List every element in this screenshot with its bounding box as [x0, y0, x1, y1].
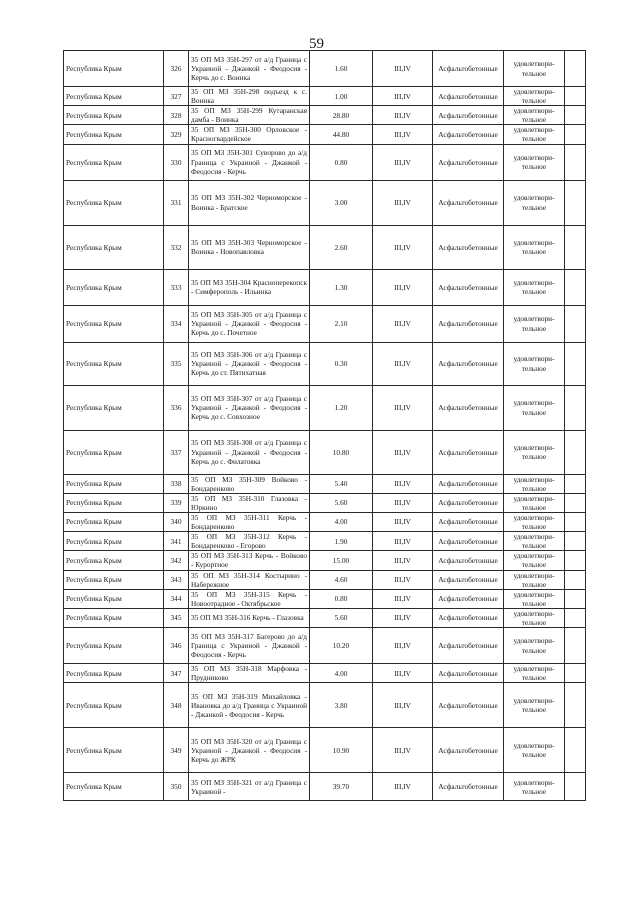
row-category: III,IV [373, 608, 433, 627]
row-number: 348 [164, 683, 189, 728]
row-surface: Асфальтобетонные [433, 144, 504, 180]
row-category: III,IV [373, 106, 433, 125]
row-surface: Асфальтобетонные [433, 773, 504, 801]
row-surface: Асфальтобетонные [433, 493, 504, 512]
table-row [64, 551, 586, 570]
row-length: 10.80 [310, 430, 373, 474]
row-category: III,IV [373, 570, 433, 589]
row-state: удовлетвори-тельное [504, 125, 565, 144]
row-number: 350 [164, 773, 189, 801]
row-notes-cell [565, 144, 586, 180]
row-road-name: 35 ОП МЗ 35Н-298 подъезд к с. Воинка [189, 87, 310, 106]
row-number: 328 [164, 106, 189, 125]
row-surface: Асфальтобетонные [433, 532, 504, 551]
row-surface: Асфальтобетонные [433, 512, 504, 531]
row-region: Республика Крым [64, 125, 164, 144]
row-region: Республика Крым [64, 512, 164, 531]
row-notes-cell [565, 532, 586, 551]
row-region: Республика Крым [64, 180, 164, 225]
row-notes-cell [565, 773, 586, 801]
table-row [64, 728, 586, 773]
row-category: III,IV [373, 144, 433, 180]
table-row [64, 683, 586, 728]
row-region: Республика Крым [64, 474, 164, 493]
table-row [64, 589, 586, 608]
row-surface: Асфальтобетонные [433, 225, 504, 269]
row-length: 1.20 [310, 385, 373, 430]
row-number: 349 [164, 728, 189, 773]
row-state: удовлетвори-тельное [504, 628, 565, 664]
row-road-name: 35 ОП МЗ 35Н-304 Красноперекопск - Симферополь - Ильинка [189, 269, 310, 305]
row-category: III,IV [373, 125, 433, 144]
row-length: 2.10 [310, 305, 373, 342]
row-surface: Асфальтобетонные [433, 342, 504, 385]
page-number: 59 [309, 36, 324, 52]
row-notes-cell [565, 474, 586, 493]
row-length: 0.80 [310, 589, 373, 608]
row-region: Республика Крым [64, 773, 164, 801]
row-number: 329 [164, 125, 189, 144]
row-state: удовлетвори-тельное [504, 683, 565, 728]
row-region: Республика Крым [64, 305, 164, 342]
row-road-name: 35 ОП МЗ 35Н-305 от а/д Граница с Украиной - Джанкой - Феодосия - Керчь до с. Почетное [189, 305, 310, 342]
row-number: 339 [164, 493, 189, 512]
row-notes-cell [565, 728, 586, 773]
row-length: 3.00 [310, 180, 373, 225]
row-notes-cell [565, 51, 586, 87]
table-row [64, 51, 586, 87]
row-length: 10.90 [310, 728, 373, 773]
row-notes-cell [565, 512, 586, 531]
table-row [64, 269, 586, 305]
row-state: удовлетвори-тельное [504, 385, 565, 430]
row-surface: Асфальтобетонные [433, 474, 504, 493]
row-length: 2.60 [310, 225, 373, 269]
row-region: Республика Крым [64, 589, 164, 608]
row-length: 1.60 [310, 51, 373, 87]
row-road-name: 35 ОП МЗ 35Н-312 Керчь - Бондаренково - Егорово [189, 532, 310, 551]
row-notes-cell [565, 125, 586, 144]
row-notes-cell [565, 664, 586, 683]
table-row [64, 144, 586, 180]
row-surface: Асфальтобетонные [433, 683, 504, 728]
row-notes-cell [565, 570, 586, 589]
row-region: Республика Крым [64, 551, 164, 570]
row-category: III,IV [373, 493, 433, 512]
row-category: III,IV [373, 430, 433, 474]
row-length: 1.30 [310, 269, 373, 305]
row-surface: Асфальтобетонные [433, 628, 504, 664]
row-category: III,IV [373, 589, 433, 608]
roads-table [63, 50, 586, 801]
row-number: 347 [164, 664, 189, 683]
row-road-name: 35 ОП МЗ 35Н-315 Керчь - Новоотрадное - Октябрьское [189, 589, 310, 608]
row-surface: Асфальтобетонные [433, 551, 504, 570]
row-surface: Асфальтобетонные [433, 570, 504, 589]
row-state: удовлетвори-тельное [504, 608, 565, 627]
row-state: удовлетвори-тельное [504, 474, 565, 493]
row-length: 4.00 [310, 664, 373, 683]
row-surface: Асфальтобетонные [433, 51, 504, 87]
row-category: III,IV [373, 87, 433, 106]
row-state: удовлетвори-тельное [504, 305, 565, 342]
row-state: удовлетвори-тельное [504, 225, 565, 269]
row-category: III,IV [373, 664, 433, 683]
row-state: удовлетвори-тельное [504, 269, 565, 305]
row-road-name: 35 ОП МЗ 35Н-311 Керчь - Бондаренково [189, 512, 310, 531]
row-surface: Асфальтобетонные [433, 87, 504, 106]
row-category: III,IV [373, 51, 433, 87]
row-notes-cell [565, 180, 586, 225]
row-region: Республика Крым [64, 570, 164, 589]
row-road-name: 35 ОП МЗ 35Н-318 Марфовка - Прудниково [189, 664, 310, 683]
row-state: удовлетвори-тельное [504, 493, 565, 512]
row-number: 327 [164, 87, 189, 106]
row-road-name: 35 ОП МЗ 35Н-320 от а/д Граница с Украиной - Джанкой - Феодосия - Керчь до ЖРК [189, 728, 310, 773]
table-row [64, 493, 586, 512]
row-road-name: 35 ОП МЗ 35Н-303 Черноморское - Воинка - Новопавловка [189, 225, 310, 269]
row-road-name: 35 ОП МЗ 35Н-310 Глазовка - Юркино [189, 493, 310, 512]
row-surface: Асфальтобетонные [433, 269, 504, 305]
table-row [64, 664, 586, 683]
row-region: Республика Крым [64, 532, 164, 551]
row-category: III,IV [373, 683, 433, 728]
row-road-name: 35 ОП МЗ 35Н-309 Войково - Бондаренково [189, 474, 310, 493]
row-notes-cell [565, 87, 586, 106]
table-row [64, 773, 586, 801]
row-state: удовлетвори-тельное [504, 342, 565, 385]
row-number: 342 [164, 551, 189, 570]
row-notes-cell [565, 683, 586, 728]
row-region: Республика Крым [64, 493, 164, 512]
row-category: III,IV [373, 180, 433, 225]
row-length: 5.40 [310, 474, 373, 493]
row-surface: Асфальтобетонные [433, 125, 504, 144]
row-road-name: 35 ОП МЗ 35Н-314 Костырино - Набережное [189, 570, 310, 589]
row-number: 346 [164, 628, 189, 664]
row-surface: Асфальтобетонные [433, 430, 504, 474]
row-notes-cell [565, 269, 586, 305]
row-state: удовлетвори-тельное [504, 773, 565, 801]
row-length: 0.80 [310, 144, 373, 180]
row-number: 332 [164, 225, 189, 269]
row-region: Республика Крым [64, 664, 164, 683]
row-category: III,IV [373, 225, 433, 269]
row-number: 338 [164, 474, 189, 493]
row-region: Республика Крым [64, 728, 164, 773]
table-row [64, 512, 586, 531]
row-region: Республика Крым [64, 87, 164, 106]
row-road-name: 35 ОП МЗ 35Н-301 Суворово до а/д Граница с Украиной - Джанкой - Феодосия - Керчь [189, 144, 310, 180]
table-row [64, 106, 586, 125]
row-state: удовлетвори-тельное [504, 664, 565, 683]
row-road-name: 35 ОП МЗ 35Н-300 Орловское - Красногвардейское [189, 125, 310, 144]
row-number: 345 [164, 608, 189, 627]
row-category: III,IV [373, 628, 433, 664]
row-category: III,IV [373, 342, 433, 385]
row-length: 1.90 [310, 532, 373, 551]
row-number: 333 [164, 269, 189, 305]
row-state: удовлетвори-тельное [504, 589, 565, 608]
row-region: Республика Крым [64, 51, 164, 87]
row-state: удовлетвори-тельное [504, 180, 565, 225]
row-region: Республика Крым [64, 225, 164, 269]
table-row [64, 628, 586, 664]
row-category: III,IV [373, 728, 433, 773]
row-state: удовлетвори-тельное [504, 87, 565, 106]
row-length: 1.00 [310, 87, 373, 106]
row-region: Республика Крым [64, 608, 164, 627]
row-length: 4.60 [310, 570, 373, 589]
row-road-name: 35 ОП МЗ 35Н-302 Черноморское - Воинка - Братское [189, 180, 310, 225]
table-row [64, 180, 586, 225]
row-road-name: 35 ОП МЗ 35Н-319 Михайловка - Ивановка до а/д Граница с Украиной - Джанкой - Феодосия - Керчь [189, 683, 310, 728]
row-category: III,IV [373, 532, 433, 551]
row-length: 5.60 [310, 493, 373, 512]
table-row [64, 225, 586, 269]
row-surface: Асфальтобетонные [433, 180, 504, 225]
row-region: Республика Крым [64, 106, 164, 125]
row-road-name: 35 ОП МЗ 35Н-297 от а/д Граница с Украиной - Джанкой - Феодосия - Керчь до с. Воинка [189, 51, 310, 87]
row-notes-cell [565, 106, 586, 125]
row-region: Республика Крым [64, 269, 164, 305]
row-number: 336 [164, 385, 189, 430]
row-state: удовлетвори-тельное [504, 430, 565, 474]
row-category: III,IV [373, 512, 433, 531]
table-row [64, 608, 586, 627]
row-notes-cell [565, 493, 586, 512]
row-surface: Асфальтобетонные [433, 305, 504, 342]
row-state: удовлетвори-тельное [504, 144, 565, 180]
row-length: 28.80 [310, 106, 373, 125]
row-road-name: 35 ОП МЗ 35Н-321 от а/д Граница с Украиной - [189, 773, 310, 801]
row-surface: Асфальтобетонные [433, 728, 504, 773]
row-region: Республика Крым [64, 144, 164, 180]
row-road-name: 35 ОП МЗ 35Н-316 Керчь - Глазовка [189, 608, 310, 627]
table-row [64, 87, 586, 106]
row-state: удовлетвори-тельное [504, 551, 565, 570]
row-notes-cell [565, 342, 586, 385]
row-length: 10.20 [310, 628, 373, 664]
row-notes-cell [565, 551, 586, 570]
row-number: 340 [164, 512, 189, 531]
row-region: Республика Крым [64, 342, 164, 385]
row-road-name: 35 ОП МЗ 35Н-313 Керчь - Войково - Курортное [189, 551, 310, 570]
row-notes-cell [565, 430, 586, 474]
row-category: III,IV [373, 385, 433, 430]
table-row [64, 305, 586, 342]
table-row [64, 474, 586, 493]
row-number: 326 [164, 51, 189, 87]
row-state: удовлетвори-тельное [504, 106, 565, 125]
row-number: 337 [164, 430, 189, 474]
row-notes-cell [565, 608, 586, 627]
row-road-name: 35 ОП МЗ 35Н-307 от а/д Граница с Украиной - Джанкой - Феодосия - Керчь до с. Совхозное [189, 385, 310, 430]
row-number: 344 [164, 589, 189, 608]
row-surface: Асфальтобетонные [433, 664, 504, 683]
row-notes-cell [565, 225, 586, 269]
row-notes-cell [565, 305, 586, 342]
row-length: 44.80 [310, 125, 373, 144]
row-state: удовлетвори-тельное [504, 532, 565, 551]
row-length: 0.30 [310, 342, 373, 385]
row-surface: Асфальтобетонные [433, 608, 504, 627]
row-category: III,IV [373, 474, 433, 493]
table-row [64, 125, 586, 144]
row-number: 334 [164, 305, 189, 342]
row-surface: Асфальтобетонные [433, 385, 504, 430]
row-road-name: 35 ОП МЗ 35Н-299 Кутаранская дамба - Воинка [189, 106, 310, 125]
row-notes-cell [565, 628, 586, 664]
row-surface: Асфальтобетонные [433, 589, 504, 608]
row-number: 341 [164, 532, 189, 551]
row-number: 343 [164, 570, 189, 589]
row-length: 15.00 [310, 551, 373, 570]
row-notes-cell [565, 385, 586, 430]
row-length: 39.70 [310, 773, 373, 801]
row-state: удовлетвори-тельное [504, 570, 565, 589]
row-region: Республика Крым [64, 683, 164, 728]
row-category: III,IV [373, 269, 433, 305]
row-surface: Асфальтобетонные [433, 106, 504, 125]
table-row [64, 385, 586, 430]
row-road-name: 35 ОП МЗ 35Н-306 от а/д Граница с Украиной - Джанкой - Феодосия - Керчь до ст. Пятихатная [189, 342, 310, 385]
row-length: 5.60 [310, 608, 373, 627]
row-category: III,IV [373, 551, 433, 570]
row-length: 3.80 [310, 683, 373, 728]
row-region: Республика Крым [64, 385, 164, 430]
table-row [64, 532, 586, 551]
row-length: 4.00 [310, 512, 373, 531]
row-number: 331 [164, 180, 189, 225]
row-region: Республика Крым [64, 430, 164, 474]
row-notes-cell [565, 589, 586, 608]
row-road-name: 35 ОП МЗ 35Н-308 от а/д Граница с Украиной - Джанкой - Феодосия - Керчь до с. Филатовка [189, 430, 310, 474]
row-category: III,IV [373, 305, 433, 342]
row-number: 330 [164, 144, 189, 180]
row-category: III,IV [373, 773, 433, 801]
row-number: 335 [164, 342, 189, 385]
row-region: Республика Крым [64, 628, 164, 664]
row-road-name: 35 ОП МЗ 35Н-317 Багерово до а/д Граница с Украиной - Джанкой - Феодосия - Керчь [189, 628, 310, 664]
row-state: удовлетвори-тельное [504, 51, 565, 87]
row-state: удовлетвори-тельное [504, 728, 565, 773]
table-row [64, 430, 586, 474]
row-state: удовлетвори-тельное [504, 512, 565, 531]
table-row [64, 570, 586, 589]
table-row [64, 342, 586, 385]
